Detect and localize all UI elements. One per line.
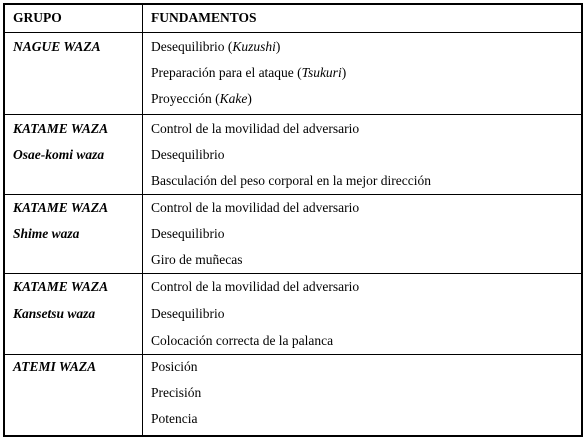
row-divider <box>5 194 581 195</box>
group-label: KATAME WAZA <box>13 279 109 294</box>
group-sublabel: Shime waza <box>13 226 80 241</box>
group-sublabel: Osae-komi waza <box>13 147 105 162</box>
group-label: KATAME WAZA <box>13 200 109 215</box>
fundamental-item: Desequilibrio (Kuzushi) <box>151 39 281 54</box>
group-label: ATEMI WAZA <box>13 359 97 374</box>
header-fundamentals: FUNDAMENTOS <box>151 10 257 25</box>
column-divider <box>142 5 143 435</box>
row-divider <box>5 354 581 355</box>
row-divider <box>5 273 581 274</box>
fundamental-item: Desequilibrio <box>151 306 225 321</box>
fundamentals-table <box>3 3 583 437</box>
fundamental-item: Control de la movilidad del adversario <box>151 279 360 294</box>
fundamental-item: Preparación para el ataque (Tsukuri) <box>151 65 347 80</box>
fundamental-item: Basculación del peso corporal en la mejor dirección <box>151 173 432 188</box>
fundamental-item: Desequilibrio <box>151 226 225 241</box>
fundamental-item: Desequilibrio <box>151 147 225 162</box>
group-label: NAGUE WAZA <box>13 39 101 54</box>
fundamental-item: Precisión <box>151 385 202 400</box>
fundamental-item: Control de la movilidad del adversario <box>151 200 360 215</box>
fundamental-item: Potencia <box>151 411 198 426</box>
fundamental-item: Posición <box>151 359 198 374</box>
group-sublabel: Kansetsu waza <box>13 306 96 321</box>
fundamental-item: Proyección (Kake) <box>151 91 252 106</box>
row-divider <box>5 114 581 115</box>
group-label: KATAME WAZA <box>13 121 109 136</box>
fundamental-item: Colocación correcta de la palanca <box>151 333 334 348</box>
header-divider <box>5 32 581 33</box>
fundamental-item: Control de la movilidad del adversario <box>151 121 360 136</box>
fundamental-item: Giro de muñecas <box>151 252 243 267</box>
header-group: GRUPO <box>13 10 62 25</box>
